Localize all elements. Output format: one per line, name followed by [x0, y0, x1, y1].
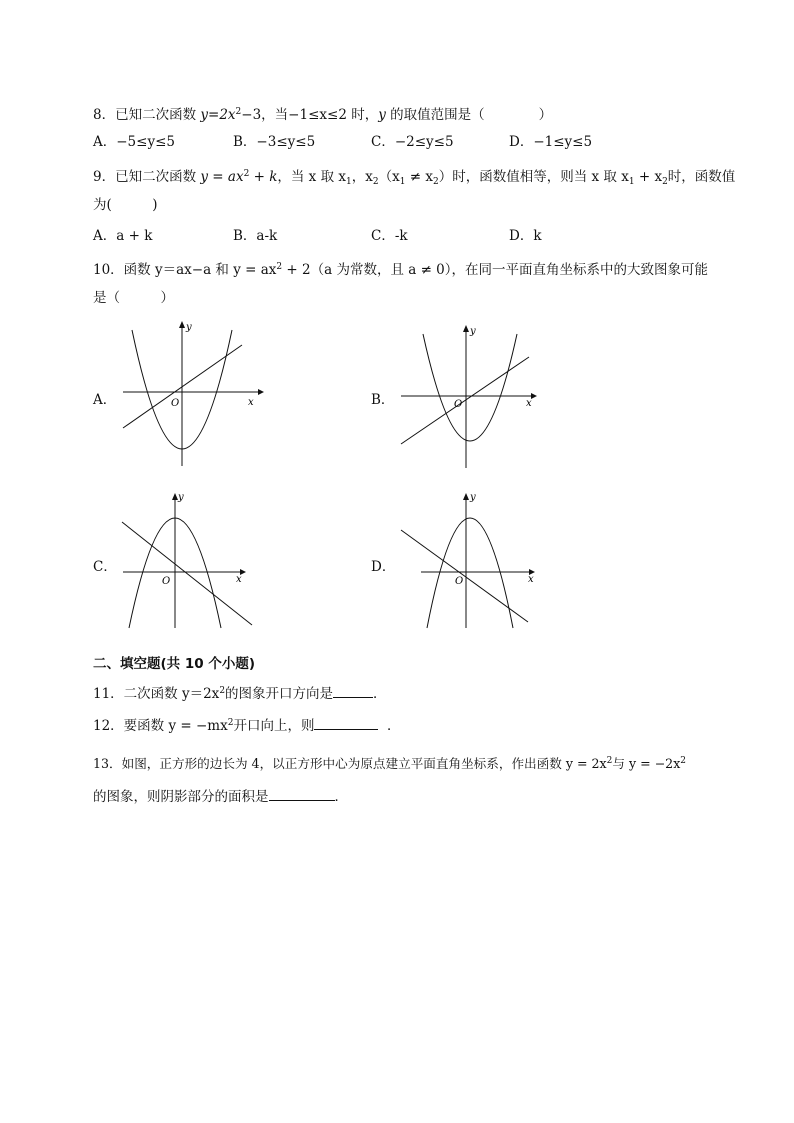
q13-answer-blank[interactable] — [269, 788, 335, 801]
parabola — [427, 518, 513, 628]
q10-option-c-label[interactable]: C． — [93, 559, 117, 575]
q9-option-b[interactable]: B．a-k — [233, 228, 278, 244]
q10-option-d-label[interactable]: D． — [371, 559, 396, 575]
line — [401, 530, 528, 622]
x-label: x — [248, 397, 254, 408]
origin-label: O — [171, 398, 180, 409]
q10-option-a-label[interactable]: A． — [93, 392, 117, 408]
y-axis-arrow — [179, 321, 185, 328]
q9-option-c[interactable]: C．-k — [371, 228, 408, 244]
x-axis-arrow — [258, 389, 264, 395]
section-2-title: 二、填空题(共 10 个小题) — [93, 656, 256, 672]
y-label: y — [470, 326, 476, 337]
q11-answer-blank[interactable] — [333, 685, 373, 698]
x-label: x — [236, 574, 242, 585]
q8-option-c[interactable]: C．−2≤y≤5 — [371, 134, 454, 150]
origin-label: O — [455, 576, 464, 587]
y-axis-arrow — [463, 325, 469, 332]
q9-option-d[interactable]: D．k — [509, 228, 542, 244]
x-label: x — [528, 574, 534, 585]
line — [401, 357, 529, 444]
line — [122, 522, 252, 625]
x-axis-arrow — [531, 393, 537, 399]
q9-option-a[interactable]: A．a + k — [93, 228, 153, 244]
q8-stem: 8．已知二次函数 $y=2x^2-3$，当−1≤x≤2 时，y 的取值范围是（ ） — [93, 107, 553, 123]
graph-d — [396, 488, 546, 633]
q12-answer-blank[interactable] — [314, 717, 378, 730]
q13-line1: 13．如图，正方形的边长为 4，以正方形中心为原点建立平面直角坐标系，作出函数 $y = 2x^2$与 $y = -2x^2$ — [93, 756, 687, 771]
y-label: y — [186, 322, 192, 333]
q10-stem-line1: 10．函数 y＝ax−a 和 $y = ax^2 + 2(a$ 为常数，且 a ≠ 0），在同一平面直角坐标系中的大致图象可能 — [93, 262, 709, 278]
graph-a — [118, 318, 268, 473]
q11: 11．二次函数 $y=2x^2$的图象开口方向是 ． — [93, 686, 387, 702]
q12: 12．要函数 $y = -mx^2$开口向上，则 ． — [93, 718, 401, 734]
origin-label: O — [454, 399, 463, 410]
q13-line2: 的图象，则阴影部分的面积是 ． — [93, 789, 348, 805]
parabola — [423, 334, 517, 441]
q10-option-b-label[interactable]: B． — [371, 392, 395, 408]
y-axis-arrow — [463, 493, 469, 500]
q8-option-d[interactable]: D．−1≤y≤5 — [509, 134, 593, 150]
q8-option-b[interactable]: B．−3≤y≤5 — [233, 134, 316, 150]
graph-c — [118, 488, 268, 633]
q9-stem-line1: 9．已知二次函数 $y = ax^2 + k$，当 x 取 $x_1$，$x_2(x_1 \ne x_2)$时，函数值相等，则当 x 取 $x_1 + x_2$时，函数值 — [93, 169, 736, 187]
y-label: y — [470, 492, 476, 503]
x-label: x — [526, 398, 532, 409]
q10-stem-line2: 是（ ） — [93, 290, 174, 306]
q8-option-a[interactable]: A．−5≤y≤5 — [93, 134, 175, 150]
origin-label: O — [162, 576, 171, 587]
q9-stem-line2: 为( ) — [93, 197, 158, 213]
graph-b — [396, 318, 546, 473]
y-label: y — [178, 492, 184, 503]
